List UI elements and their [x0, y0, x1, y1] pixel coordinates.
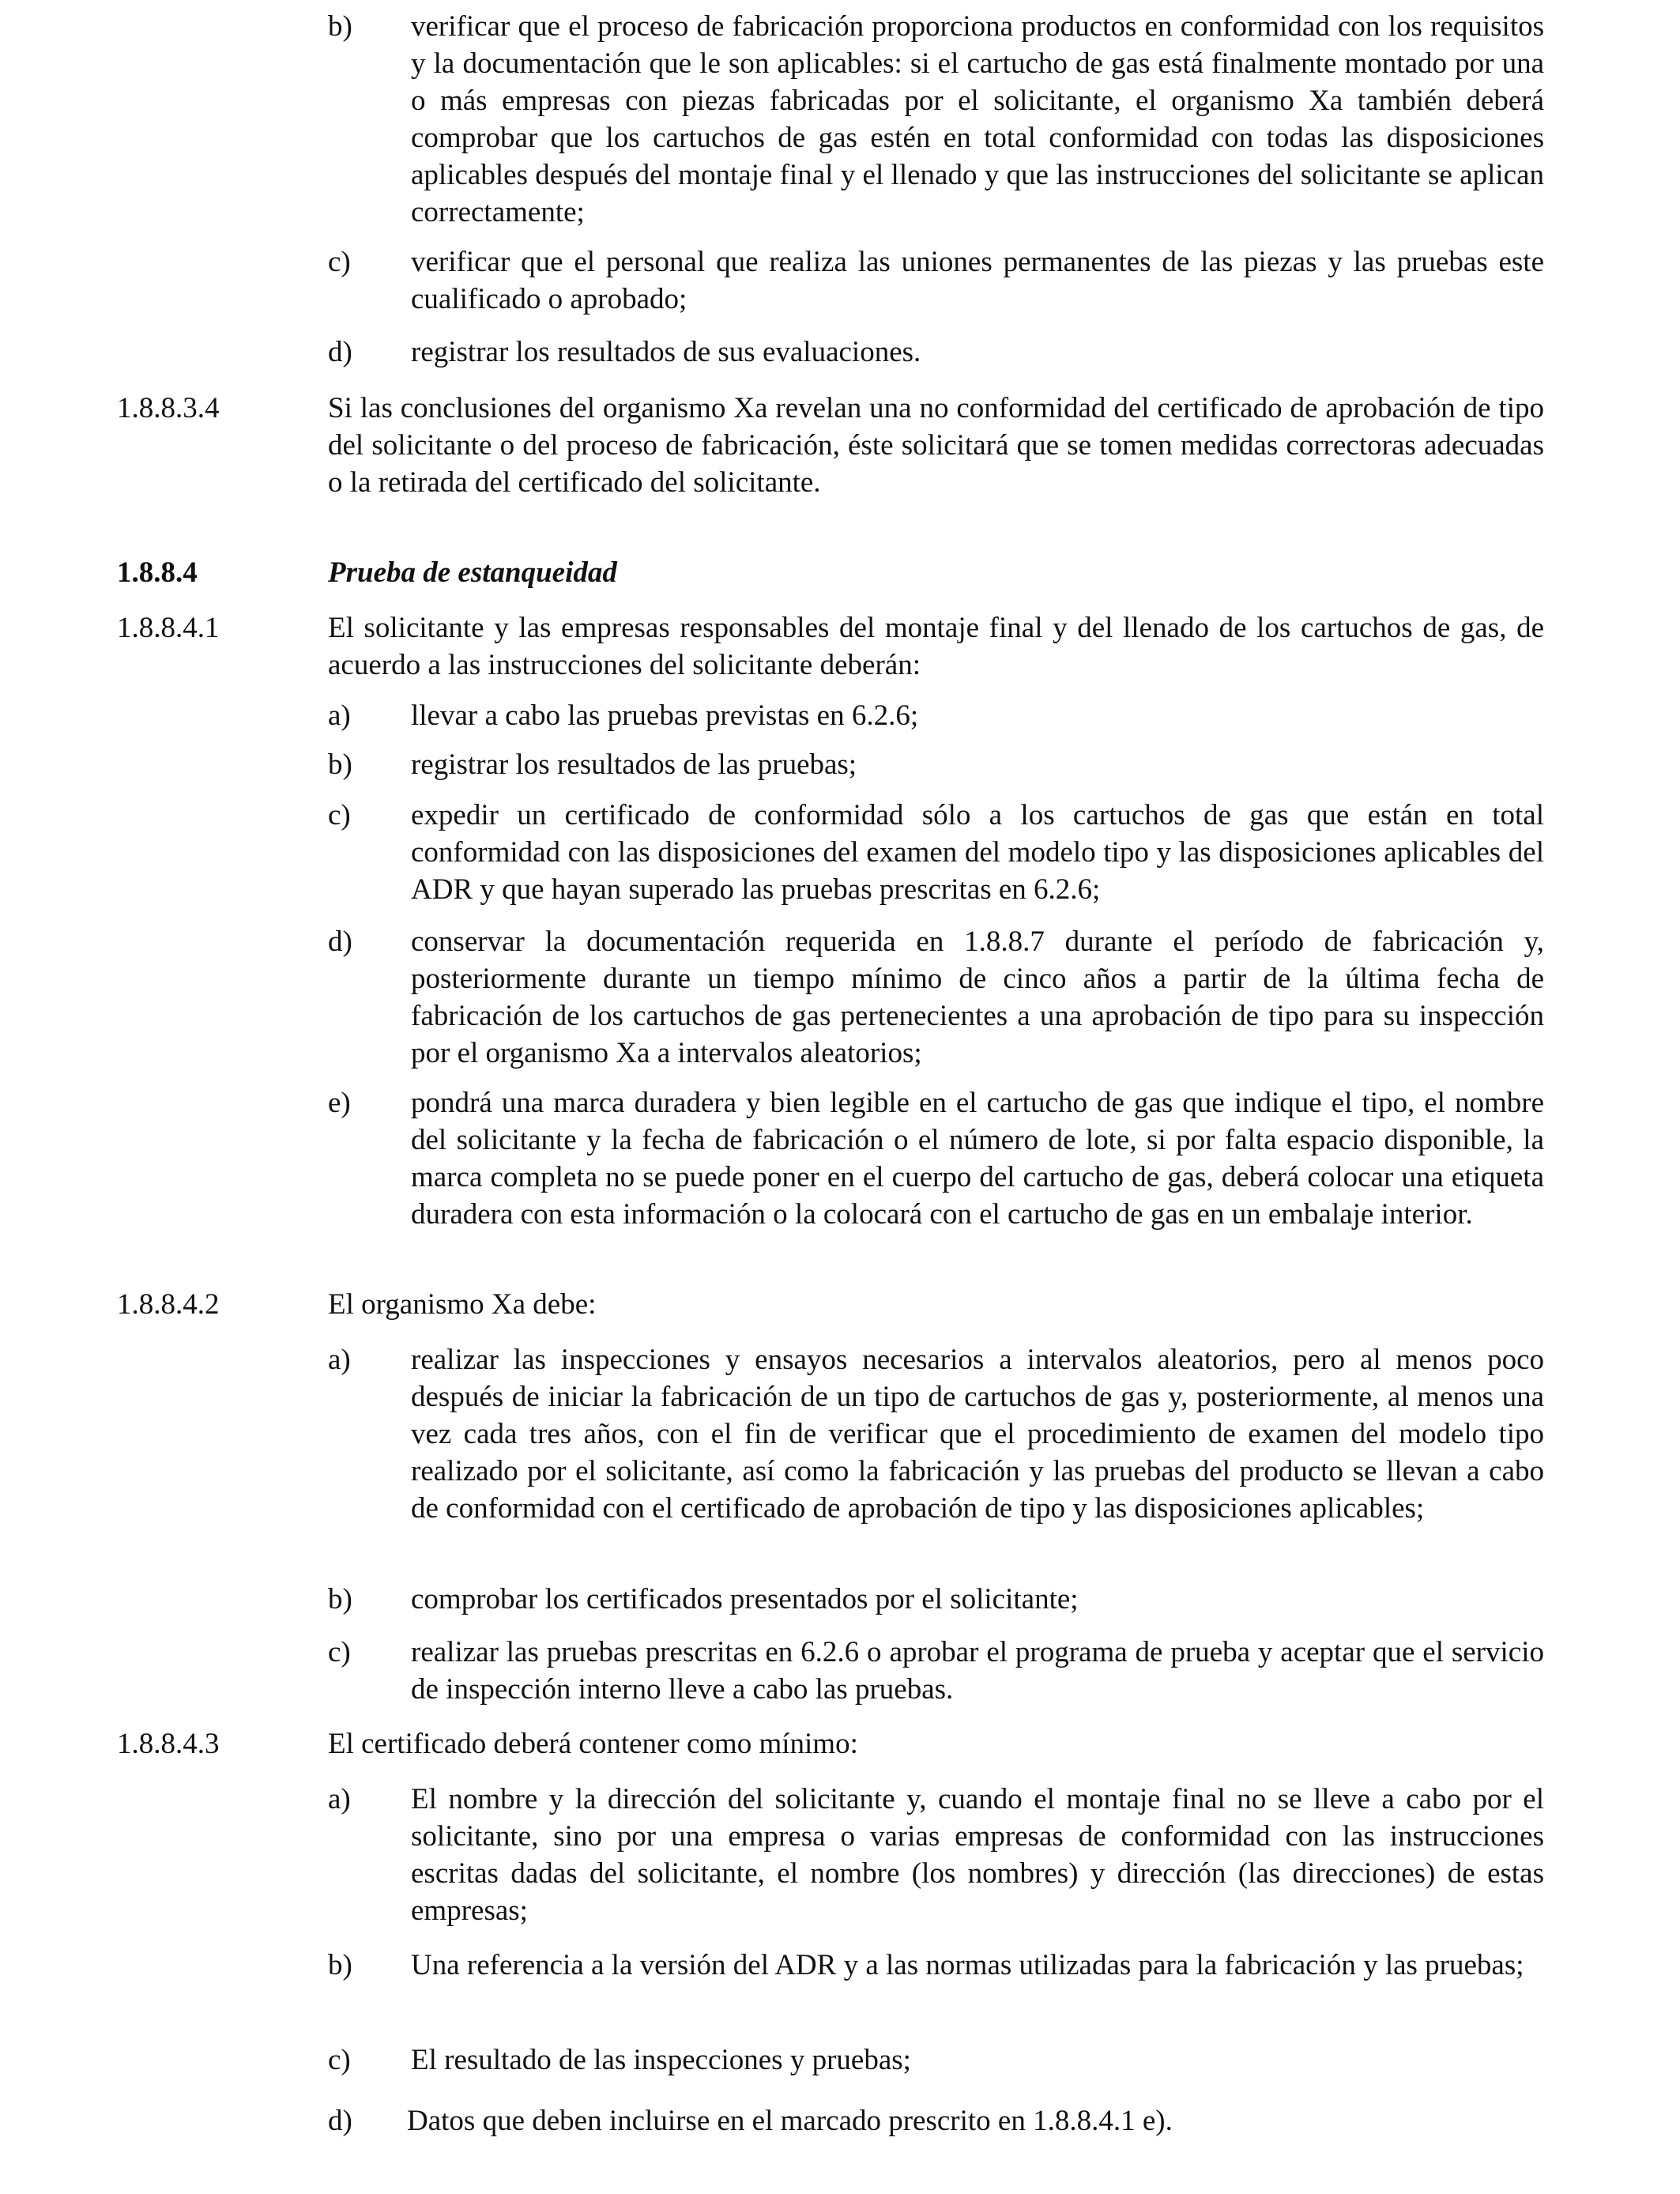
- item-text: conservar la documentación requerida en 1.8.8.7 durante el período de fabricación y, posteriormente durante un tiempo mínimo de cinco años a partir de la última fecha de fabricación de los cartuchos de gas pertenecientes a una aprobación de tipo para su inspección por el organismo Xa a intervalos aleatorios;: [411, 925, 1544, 1069]
- item-text: pondrá una marca duradera y bien legible en el cartucho de gas que indique el tipo, el nombre del solicitante y la fecha de fabricación o el número de lote, si por falta espacio disponible, la marca completa no se puede poner en el cuerpo del cartucho de gas, deberá colocar una etiqueta duradera con esta información o la colocará con el cartucho de gas en un embalaje interior.: [411, 1087, 1544, 1231]
- item-label: b): [328, 748, 352, 781]
- item-label: c): [328, 246, 351, 278]
- item-label: a): [328, 1783, 351, 1815]
- item-label: c): [328, 1636, 351, 1668]
- section-text: El solicitante y las empresas responsables del montaje final y del llenado de los cartuchos de gas, de acuerdo a las instrucciones del solicitante deberán:: [328, 612, 1544, 681]
- heading-title: Prueba de estanqueidad: [328, 556, 617, 589]
- item-text: registrar los resultados de sus evaluaciones.: [411, 336, 921, 368]
- item-text: realizar las inspecciones y ensayos necesarios a intervalos aleatorios, pero al menos poco después de iniciar la fabricación de un tipo de cartuchos de gas y, posteriormente, al menos una vez cada tres años, con el fin de verificar que el procedimiento de examen del modelo tipo realizado por el solicitante, así como la fabricación y las pruebas del producto se llevan a cabo de conformidad con el certificado de aprobación de tipo y las disposiciones aplicables;: [411, 1344, 1544, 1525]
- section-text: El certificado deberá contener como mínimo:: [328, 1728, 858, 1760]
- item-label: a): [328, 699, 351, 732]
- item-text: llevar a cabo las pruebas previstas en 6.2.6;: [411, 699, 919, 732]
- item-text: expedir un certificado de conformidad sólo a los cartuchos de gas que están en total conformidad con las disposiciones del examen del modelo tipo y las disposiciones aplicables del ADR y que hayan superado las pruebas prescritas en 6.2.6;: [411, 799, 1544, 906]
- section-text: Si las conclusiones del organismo Xa revelan una no conformidad del certificado de aprobación de tipo del solicitante o del proceso de fabricación, éste solicitará que se tomen medidas correctoras adecuadas o la retirada del certificado del solicitante.: [328, 392, 1544, 499]
- item-text: registrar los resultados de las pruebas;: [411, 748, 857, 781]
- item-label: e): [328, 1087, 351, 1119]
- item-text: verificar que el proceso de fabricación proporciona productos en conformidad con los requisitos y la documentación que le son aplicables: si el cartucho de gas está finalmente montado por una o más empresas con piezas fabricadas por el solicitante, el organismo Xa también deberá comprobar que los cartuchos de gas estén en total conformidad con todas las disposiciones aplicables después del montaje final y el llenado y que las instrucciones del solicitante se aplican correctamente;: [411, 10, 1544, 228]
- item-label: b): [328, 1949, 352, 1981]
- section-number: 1.8.8.3.4: [117, 392, 220, 424]
- item-text: comprobar los certificados presentados por el solicitante;: [411, 1583, 1079, 1615]
- item-label: b): [328, 10, 352, 43]
- item-label: d): [328, 336, 352, 368]
- item-text: verificar que el personal que realiza las uniones permanentes de las piezas y las pruebas este cualificado o aprobado;: [411, 246, 1544, 315]
- item-label: c): [328, 2044, 351, 2076]
- item-label: d): [328, 925, 352, 958]
- section-number: 1.8.8.4.1: [117, 612, 220, 644]
- section-text: El organismo Xa debe:: [328, 1288, 597, 1321]
- item-text: realizar las pruebas prescritas en 6.2.6 o aprobar el programa de prueba y aceptar que el servicio de inspección interno lleve a cabo las pruebas.: [411, 1636, 1544, 1706]
- item-text: Datos que deben incluirse en el marcado prescrito en 1.8.8.4.1 e).: [407, 2105, 1173, 2137]
- section-number: 1.8.8.4.2: [117, 1288, 220, 1321]
- item-text: El resultado de las inspecciones y pruebas;: [411, 2044, 911, 2076]
- item-text: El nombre y la dirección del solicitante y, cuando el montaje final no se lleve a cabo por el solicitante, sino por una empresa o varias empresas de conformidad con las instrucciones escritas dadas del solicitante, el nombre (los nombres) y dirección (las direcciones) de estas empresas;: [411, 1783, 1544, 1927]
- heading-number: 1.8.8.4: [117, 556, 198, 589]
- item-label: a): [328, 1344, 351, 1376]
- item-label: c): [328, 799, 351, 831]
- item-label: d): [328, 2105, 352, 2137]
- item-text: Una referencia a la versión del ADR y a las normas utilizadas para la fabricación y las pruebas;: [411, 1949, 1524, 1981]
- item-label: b): [328, 1583, 352, 1615]
- section-number: 1.8.8.4.3: [117, 1728, 220, 1760]
